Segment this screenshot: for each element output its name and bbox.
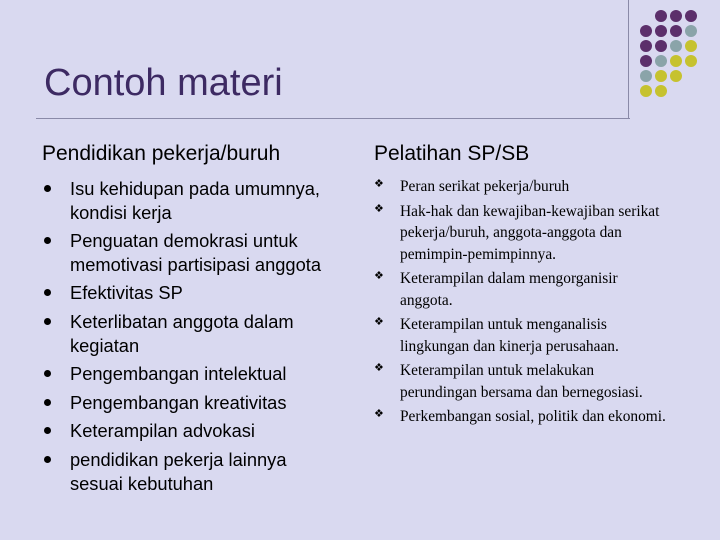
right-bullet-list <box>374 176 674 431</box>
list-item: Keterlibatan anggota dalam kegiatan <box>44 310 344 357</box>
decorative-dot <box>670 10 682 22</box>
list-item: ❖ Perkembangan sosial, politik dan ekonomi. <box>374 408 666 425</box>
decorative-dot <box>640 40 652 52</box>
list-item: pendidikan pekerja lainnya sesuai kebutuhan <box>44 448 344 495</box>
list-item: ❖ Keterampilan untuk melakukan perundingan bersama dan bernegosiasi. <box>374 362 643 401</box>
round-bullet-icon <box>44 399 51 406</box>
round-bullet-icon <box>44 289 51 296</box>
list-item: Pengembangan kreativitas <box>44 391 344 415</box>
decorative-dot <box>655 85 667 97</box>
decorative-dot <box>655 40 667 52</box>
round-bullet-icon <box>44 427 51 434</box>
right-column-heading: Pelatihan SP/SB <box>374 142 530 165</box>
round-bullet-icon <box>44 185 51 192</box>
slide-title: Contoh materi <box>44 62 283 104</box>
list-item: ❖ Hak-hak dan kewajiban-kewajiban serikat pekerja/buruh, anggota-anggota dan pemimpin-pemimpinnya. <box>374 202 660 263</box>
decorative-dot-grid <box>640 10 720 105</box>
diamond-bullet-icon: ❖ <box>374 270 384 282</box>
list-item: Keterampilan advokasi <box>44 419 344 443</box>
diamond-bullet-icon: ❖ <box>374 178 384 190</box>
list-item: Isu kehidupan pada umumnya, kondisi kerja <box>44 177 344 224</box>
decorative-dot <box>670 40 682 52</box>
list-item: Penguatan demokrasi untuk memotivasi partisipasi anggota <box>44 229 344 276</box>
diamond-bullet-icon: ❖ <box>374 408 384 420</box>
list-item: ❖ Peran serikat pekerja/buruh <box>374 178 570 195</box>
round-bullet-icon <box>44 456 51 463</box>
decorative-dot <box>640 85 652 97</box>
left-bullet-list <box>44 177 344 500</box>
decorative-dot <box>670 70 682 82</box>
list-item: Efektivitas SP <box>44 281 344 305</box>
decorative-dot <box>685 40 697 52</box>
decorative-dot <box>655 10 667 22</box>
decorative-dot <box>685 25 697 37</box>
decorative-dot <box>640 25 652 37</box>
decorative-dot <box>655 55 667 67</box>
decorative-dot <box>685 55 697 67</box>
list-item: ❖ Keterampilan untuk menganalisis lingkungan dan kinerja perusahaan. <box>374 316 619 355</box>
decorative-dot <box>685 10 697 22</box>
decorative-dot <box>655 70 667 82</box>
decorative-dot <box>670 55 682 67</box>
list-item: Pengembangan intelektual <box>44 362 344 386</box>
diamond-bullet-icon: ❖ <box>374 202 384 215</box>
list-item: ❖ Keterampilan dalam mengorganisir anggota. <box>374 270 618 309</box>
decorative-dot <box>655 25 667 37</box>
round-bullet-icon <box>44 318 51 325</box>
vertical-rule <box>628 0 629 118</box>
diamond-bullet-icon: ❖ <box>374 316 384 328</box>
diamond-bullet-icon: ❖ <box>374 362 384 374</box>
decorative-dot <box>640 55 652 67</box>
decorative-dot <box>640 70 652 82</box>
round-bullet-icon <box>44 237 51 244</box>
title-underline <box>36 118 630 119</box>
decorative-dot <box>670 25 682 37</box>
left-column-heading: Pendidikan pekerja/buruh <box>42 142 281 165</box>
round-bullet-icon <box>44 370 51 377</box>
